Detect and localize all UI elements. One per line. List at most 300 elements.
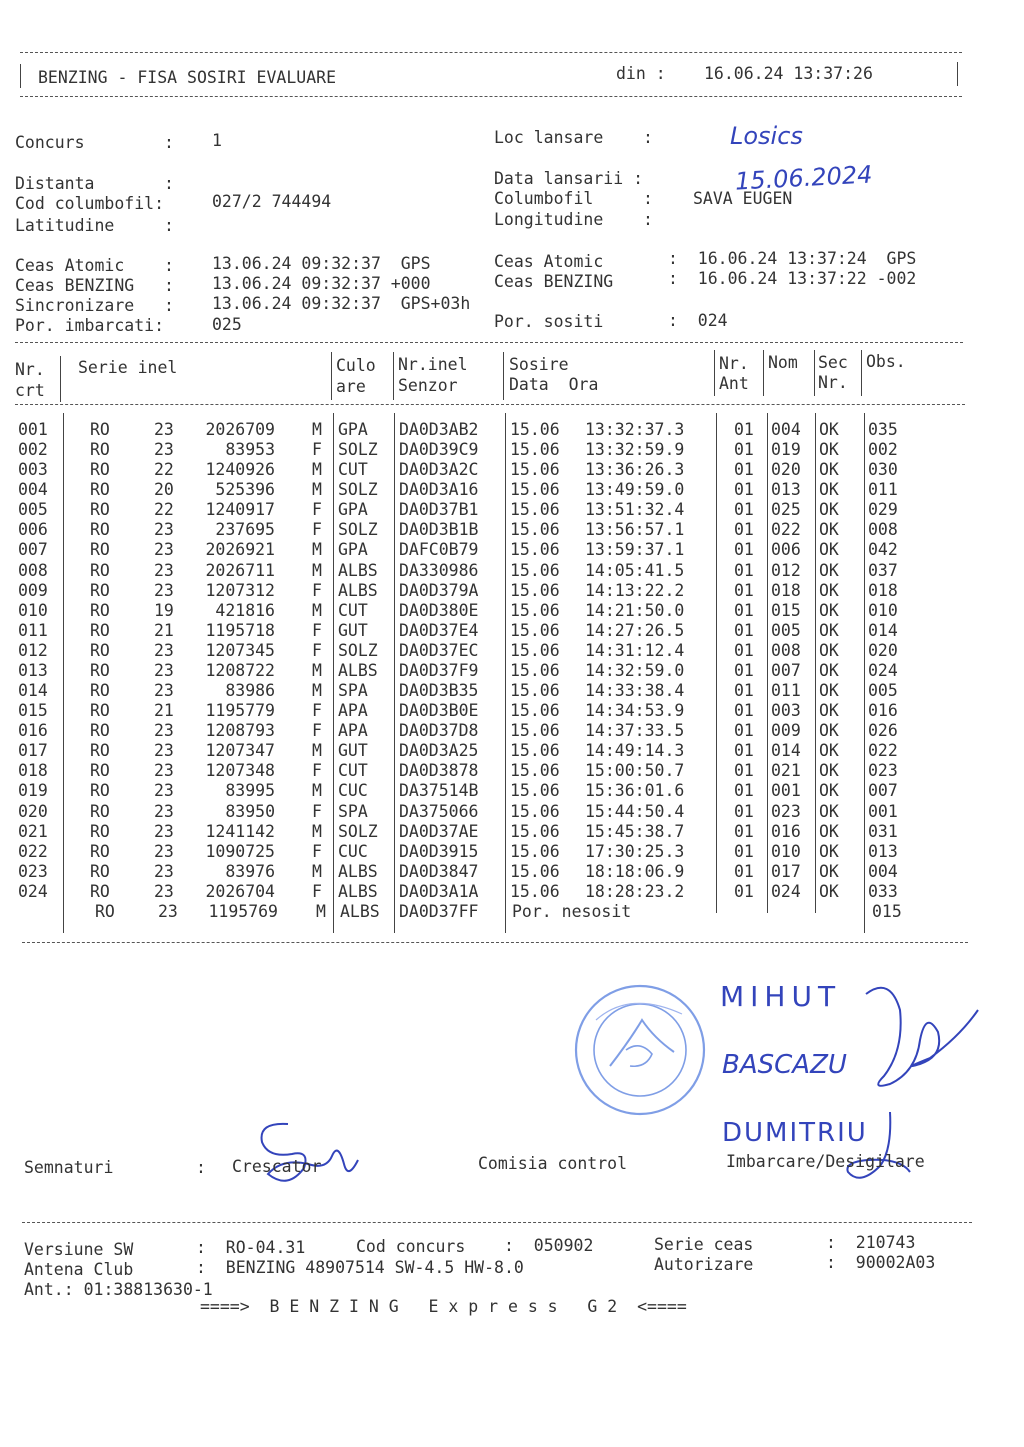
- year-cell: 23: [154, 861, 174, 881]
- table-row: [0, 802, 1024, 822]
- table-row-not-arrived: [0, 902, 1024, 922]
- antenna-cell: 01: [734, 881, 754, 901]
- table-row: [0, 581, 1024, 601]
- header-separator: [503, 352, 504, 400]
- sincronizare-value: 13.06.24 09:32:37 GPS+03h: [212, 294, 471, 313]
- table-row: [0, 540, 1024, 560]
- cod-concurs-label: Cod concurs: [356, 1237, 466, 1256]
- color-cell: SOLZ: [338, 520, 378, 540]
- col-sec-header-1: Sec: [818, 353, 848, 372]
- ring-number-cell: 525396: [215, 480, 275, 500]
- columbofil-label: Columbofil :: [494, 189, 653, 208]
- antena-club-label: Antena Club: [24, 1260, 134, 1279]
- header-separator: [393, 352, 394, 400]
- table-row: [0, 882, 1024, 902]
- crt-cell: 011: [18, 620, 48, 640]
- nom-cell: 022: [771, 520, 801, 540]
- por-sositi-label: Por. sositi: [494, 312, 604, 331]
- nom-cell: 015: [771, 600, 801, 620]
- sex-cell: F: [312, 580, 322, 600]
- sheet-title: BENZING - FISA SOSIRI EVALUARE: [38, 68, 337, 87]
- sex-cell: M: [312, 821, 322, 841]
- year-cell: 23: [154, 520, 174, 540]
- sex-cell: M: [312, 480, 322, 500]
- header-separator: [861, 350, 862, 396]
- crt-cell: 023: [18, 861, 48, 881]
- sec-cell: OK: [819, 841, 839, 861]
- country-cell: RO: [90, 500, 110, 520]
- sex-cell: M: [312, 681, 322, 701]
- header-separator: [763, 350, 764, 396]
- arrival-date-cell: 15.06: [510, 580, 560, 600]
- arrival-date-cell: 15.06: [510, 781, 560, 801]
- sec-cell: OK: [819, 540, 839, 560]
- sensor-cell: DA0D3A16: [399, 480, 479, 500]
- color-cell: ALBS: [338, 580, 378, 600]
- crt-cell: 015: [18, 701, 48, 721]
- autorizare-value: : 90002A03: [826, 1253, 936, 1272]
- ring-number-cell: 1207312: [205, 580, 275, 600]
- arrival-time-cell: 17:30:25.3: [585, 841, 685, 861]
- sex-cell: M: [312, 741, 322, 761]
- ring-number-cell: 1207348: [205, 761, 275, 781]
- sex-cell: M: [312, 861, 322, 881]
- crt-cell: 002: [18, 440, 48, 460]
- col-sosire-header-2: Data Ora: [509, 375, 599, 394]
- obs-cell: 014: [868, 620, 898, 640]
- year-cell: 20: [154, 480, 174, 500]
- year-cell: 23: [154, 821, 174, 841]
- table-top-divider: [15, 342, 963, 343]
- nom-cell: 020: [771, 460, 801, 480]
- year-cell: 23: [154, 420, 174, 439]
- year-cell: 21: [154, 620, 174, 640]
- crt-cell: 009: [18, 580, 48, 600]
- color-cell: CUT: [338, 460, 368, 480]
- antenna-cell: 01: [734, 500, 754, 520]
- header-separator: [60, 356, 61, 402]
- color-cell: GPA: [338, 540, 368, 560]
- sensor-cell: DA0D380E: [399, 600, 479, 620]
- year-cell: 23: [154, 540, 174, 560]
- cod-columbofil-value: 027/2 744494: [212, 192, 332, 211]
- sensor-cell: DA0D379A: [399, 580, 479, 600]
- nom-cell: 003: [771, 701, 801, 721]
- por-sositi-value: : 024: [668, 311, 728, 330]
- col-obs-header: Obs.: [866, 352, 906, 371]
- ring-number-cell: 1208722: [205, 660, 275, 680]
- obs-cell: 013: [868, 841, 898, 861]
- semnaturi-colon: :: [196, 1158, 206, 1177]
- ring-number-cell: 1195769: [208, 901, 278, 921]
- table-row: [0, 781, 1024, 801]
- sex-cell: F: [312, 500, 322, 520]
- ring-number-cell: 1207345: [205, 640, 275, 660]
- obs-cell: 020: [868, 640, 898, 660]
- color-cell: GUT: [338, 741, 368, 761]
- antenna-cell: 01: [734, 801, 754, 821]
- sex-cell: F: [312, 841, 322, 861]
- ring-number-cell: 83950: [225, 801, 275, 821]
- obs-cell: 004: [868, 861, 898, 881]
- arrival-date-cell: 15.06: [510, 480, 560, 500]
- sec-cell: OK: [819, 741, 839, 761]
- sensor-cell: DA0D37F9: [399, 660, 479, 680]
- sec-cell: OK: [819, 681, 839, 701]
- distanta-label: Distanta :: [15, 174, 174, 193]
- ceas-benzing-value: 13.06.24 09:32:37 +000: [212, 274, 431, 293]
- arrival-date-cell: 15.06: [510, 721, 560, 741]
- table-row: [0, 440, 1024, 460]
- ring-number-cell: 83986: [225, 681, 275, 701]
- sec-cell: OK: [819, 861, 839, 881]
- country-cell: RO: [90, 721, 110, 741]
- arrival-time-cell: 14:27:26.5: [585, 620, 685, 640]
- nom-cell: 023: [771, 801, 801, 821]
- crt-cell: 024: [18, 881, 48, 901]
- ring-number-cell: 1195718: [205, 620, 275, 640]
- arrival-date-cell: 15.06: [510, 500, 560, 520]
- color-cell: ALBS: [338, 560, 378, 580]
- top-divider: [20, 52, 962, 53]
- obs-cell: 011: [868, 480, 898, 500]
- sec-cell: OK: [819, 781, 839, 801]
- sex-cell: M: [312, 781, 322, 801]
- color-cell: GPA: [338, 500, 368, 520]
- commission-signature-1: [860, 980, 990, 1100]
- ring-number-cell: 421816: [215, 600, 275, 620]
- crt-cell: 003: [18, 460, 48, 480]
- sex-cell: M: [312, 460, 322, 480]
- cod-concurs-value: : 050902: [504, 1236, 594, 1255]
- table-row: [0, 520, 1024, 540]
- sex-cell: M: [312, 420, 322, 439]
- country-cell: RO: [90, 580, 110, 600]
- sensor-cell: DA0D37B1: [399, 500, 479, 520]
- crescator-label: Crescator: [232, 1157, 322, 1176]
- versiune-sw-value: : RO-04.31: [196, 1238, 306, 1257]
- color-cell: ALBS: [338, 861, 378, 881]
- ring-number-cell: 1195779: [205, 701, 275, 721]
- arrival-date-cell: 15.06: [510, 520, 560, 540]
- sex-cell: F: [312, 721, 322, 741]
- ring-number-cell: 83976: [225, 861, 275, 881]
- crt-cell: 022: [18, 841, 48, 861]
- antenna-cell: 01: [734, 480, 754, 500]
- benzing-banner: ====> B E N Z I N G E x p r e s s G 2 <====: [200, 1297, 687, 1316]
- year-cell: 23: [154, 660, 174, 680]
- sincronizare-label: Sincronizare :: [15, 296, 174, 315]
- ring-number-cell: 1240917: [205, 500, 275, 520]
- sensor-cell: DA0D3B35: [399, 681, 479, 701]
- nom-cell: 018: [771, 580, 801, 600]
- arrival-time-cell: 13:49:59.0: [585, 480, 685, 500]
- columbofil-value: SAVA EUGEN: [693, 189, 793, 208]
- sensor-cell: DA0D3915: [399, 841, 479, 861]
- ring-number-cell: 1241142: [205, 821, 275, 841]
- sec-cell: OK: [819, 721, 839, 741]
- arrival-time-cell: 13:36:26.3: [585, 460, 685, 480]
- crt-cell: 014: [18, 681, 48, 701]
- country-cell: RO: [95, 901, 115, 921]
- antenna-cell: 01: [734, 721, 754, 741]
- year-cell: 23: [154, 721, 174, 741]
- nom-cell: 008: [771, 640, 801, 660]
- sec-cell: OK: [819, 420, 839, 439]
- commission-signature-2: [840, 1110, 920, 1190]
- cod-columbofil-label: Cod columbofil:: [15, 194, 165, 213]
- table-row: [0, 500, 1024, 520]
- data-lansarii-label: Data lansarii :: [494, 169, 644, 188]
- year-cell: 23: [154, 801, 174, 821]
- semnaturi-label: Semnaturi: [24, 1158, 114, 1177]
- ring-number-cell: 2026704: [205, 881, 275, 901]
- arrival-time-cell: 15:36:01.6: [585, 781, 685, 801]
- color-cell: SOLZ: [338, 640, 378, 660]
- sec-cell: OK: [819, 600, 839, 620]
- nom-cell: 004: [771, 420, 801, 439]
- arrival-date-cell: 15.06: [510, 821, 560, 841]
- arrival-time-cell: 18:18:06.9: [585, 861, 685, 881]
- antenna-cell: 01: [734, 660, 754, 680]
- sec-cell: OK: [819, 440, 839, 460]
- arrival-time-cell: 13:32:59.9: [585, 440, 685, 460]
- year-cell: 21: [154, 701, 174, 721]
- nom-cell: 024: [771, 881, 801, 901]
- crt-cell: 004: [18, 480, 48, 500]
- nom-cell: 016: [771, 821, 801, 841]
- ceas-atomic-value: 13.06.24 09:32:37 GPS: [212, 254, 431, 273]
- arrival-date-cell: 15.06: [510, 420, 560, 439]
- sec-cell: OK: [819, 821, 839, 841]
- color-cell: CUT: [338, 600, 368, 620]
- arrival-time-cell: 15:00:50.7: [585, 761, 685, 781]
- arrival-date-cell: 15.06: [510, 861, 560, 881]
- header-separator: [814, 350, 815, 396]
- table-row: [0, 681, 1024, 701]
- table-row: [0, 420, 1024, 440]
- concurs-label: Concurs :: [15, 133, 174, 152]
- sensor-cell: DA0D37FF: [399, 901, 479, 921]
- serie-ceas-value: : 210743: [826, 1233, 916, 1252]
- benzing-clock-end-value: : 16.06.24 13:37:22 -002: [668, 269, 917, 288]
- ring-number-cell: 237695: [215, 520, 275, 540]
- autorizare-label: Autorizare: [654, 1255, 754, 1274]
- sensor-cell: DA0D3A1A: [399, 881, 479, 901]
- antenna-cell: 01: [734, 540, 754, 560]
- commission-member-2: BASCAZU: [722, 1050, 847, 1080]
- sec-cell: OK: [819, 660, 839, 680]
- table-row: [0, 721, 1024, 741]
- antenna-cell: 01: [734, 520, 754, 540]
- antenna-cell: 01: [734, 781, 754, 801]
- year-cell: 23: [154, 761, 174, 781]
- sex-cell: M: [312, 660, 322, 680]
- country-cell: RO: [90, 540, 110, 560]
- sensor-cell: DA0D37EC: [399, 640, 479, 660]
- year-cell: 23: [154, 881, 174, 901]
- club-stamp: [570, 980, 720, 1130]
- obs-cell: 037: [868, 560, 898, 580]
- ceas-atomic-label: Ceas Atomic :: [15, 256, 174, 275]
- imbarcare-label: Imbarcare/Desigilare: [726, 1152, 925, 1171]
- year-cell: 22: [154, 460, 174, 480]
- arrival-date-cell: 15.06: [510, 801, 560, 821]
- header-separator: [714, 350, 715, 396]
- color-cell: ALBS: [338, 660, 378, 680]
- arrival-date-cell: 15.06: [510, 560, 560, 580]
- crt-cell: 012: [18, 640, 48, 660]
- col-sosire-header-1: Sosire: [509, 355, 569, 374]
- sensor-cell: DA37514B: [399, 781, 479, 801]
- obs-cell: 035: [868, 420, 898, 439]
- table-row: [0, 741, 1024, 761]
- sensor-cell: DAFC0B79: [399, 540, 479, 560]
- data-lansarii-handwritten: 15.06.2024: [734, 160, 874, 196]
- year-cell: 23: [154, 781, 174, 801]
- sensor-cell: DA0D39C9: [399, 440, 479, 460]
- nom-cell: 012: [771, 560, 801, 580]
- benzing-clock-end-label: Ceas BENZING: [494, 272, 614, 291]
- table-header-divider: [15, 404, 965, 405]
- arrival-date-cell: 15.06: [510, 600, 560, 620]
- loc-lansare-label: Loc lansare :: [494, 128, 653, 147]
- ant-id: Ant.: 01:38813630-1: [24, 1280, 213, 1299]
- arrival-date-cell: 15.06: [510, 681, 560, 701]
- concurs-value: 1: [212, 131, 222, 150]
- table-row: [0, 480, 1024, 500]
- obs-cell: 031: [868, 821, 898, 841]
- col-sec-header-2: Nr.: [818, 373, 848, 392]
- obs-cell: 007: [868, 781, 898, 801]
- col-ant-header-1: Nr.: [719, 354, 749, 373]
- crt-cell: 005: [18, 500, 48, 520]
- country-cell: RO: [90, 480, 110, 500]
- color-cell: SOLZ: [338, 440, 378, 460]
- nom-cell: 007: [771, 660, 801, 680]
- arrival-date-cell: 15.06: [510, 841, 560, 861]
- arrival-date-cell: 15.06: [510, 460, 560, 480]
- crt-cell: 010: [18, 600, 48, 620]
- obs-cell: 029: [868, 500, 898, 520]
- versiune-sw-label: Versiune SW: [24, 1240, 134, 1259]
- antenna-cell: 01: [734, 841, 754, 861]
- nom-cell: 011: [771, 681, 801, 701]
- obs-cell: 002: [868, 440, 898, 460]
- country-cell: RO: [90, 841, 110, 861]
- arrival-date-cell: 15.06: [510, 741, 560, 761]
- arrival-time-cell: 14:31:12.4: [585, 640, 685, 660]
- sensor-cell: DA0D37AE: [399, 821, 479, 841]
- sec-cell: OK: [819, 460, 839, 480]
- antenna-cell: 01: [734, 821, 754, 841]
- country-cell: RO: [90, 520, 110, 540]
- arrival-time-cell: 13:32:37.3: [585, 420, 685, 439]
- sec-cell: OK: [819, 520, 839, 540]
- table-row: [0, 761, 1024, 781]
- sex-cell: F: [312, 640, 322, 660]
- col-nr-header-1: Nr.: [15, 360, 45, 379]
- por-imbarcati-label: Por. imbarcati:: [15, 316, 165, 335]
- year-cell: 23: [154, 741, 174, 761]
- antenna-cell: 01: [734, 741, 754, 761]
- antenna-cell: 01: [734, 600, 754, 620]
- col-senzor-header-1: Nr.inel: [398, 355, 468, 374]
- arrival-time-cell: 14:13:22.2: [585, 580, 685, 600]
- color-cell: SOLZ: [338, 480, 378, 500]
- obs-cell: 033: [868, 881, 898, 901]
- arrival-date-cell: 15.06: [510, 640, 560, 660]
- commission-member-3: DUMITRIU: [722, 1118, 868, 1148]
- arrival-time-cell: 18:28:23.2: [585, 881, 685, 901]
- year-cell: 23: [154, 841, 174, 861]
- col-culoare-header-1: Culo: [336, 356, 376, 375]
- table-row: [0, 641, 1024, 661]
- nom-cell: 001: [771, 781, 801, 801]
- antenna-cell: 01: [734, 640, 754, 660]
- latitudine-label: Latitudine :: [15, 216, 174, 235]
- arrival-time-cell: 14:37:33.5: [585, 721, 685, 741]
- country-cell: RO: [90, 801, 110, 821]
- header-separator: [331, 352, 332, 400]
- country-cell: RO: [90, 681, 110, 701]
- arrival-time-cell: 15:45:38.7: [585, 821, 685, 841]
- arrival-time-cell: 14:05:41.5: [585, 560, 685, 580]
- ring-number-cell: 1240926: [205, 460, 275, 480]
- sensor-cell: DA0D3847: [399, 861, 479, 881]
- table-row: [0, 842, 1024, 862]
- obs-cell: 010: [868, 600, 898, 620]
- country-cell: RO: [90, 620, 110, 640]
- arrival-time-cell: 14:21:50.0: [585, 600, 685, 620]
- antenna-cell: 01: [734, 560, 754, 580]
- country-cell: RO: [90, 821, 110, 841]
- ring-number-cell: 83953: [225, 440, 275, 460]
- antenna-cell: 01: [734, 701, 754, 721]
- country-cell: RO: [90, 600, 110, 620]
- color-cell: ALBS: [340, 901, 380, 921]
- crt-cell: 008: [18, 560, 48, 580]
- obs-cell: 042: [868, 540, 898, 560]
- year-cell: 23: [154, 640, 174, 660]
- color-cell: CUC: [338, 781, 368, 801]
- obs-cell: 008: [868, 520, 898, 540]
- arrival-time-cell: 13:51:32.4: [585, 500, 685, 520]
- ring-number-cell: 1207347: [205, 741, 275, 761]
- country-cell: RO: [90, 560, 110, 580]
- sensor-cell: DA0D3878: [399, 761, 479, 781]
- country-cell: RO: [90, 781, 110, 801]
- arrival-time-cell: 13:56:57.1: [585, 520, 685, 540]
- country-cell: RO: [90, 420, 110, 439]
- obs-cell: 001: [868, 801, 898, 821]
- ceas-benzing-label: Ceas BENZING :: [15, 276, 174, 295]
- sensor-cell: DA0D3B0E: [399, 701, 479, 721]
- obs-cell: 030: [868, 460, 898, 480]
- sex-cell: F: [312, 801, 322, 821]
- country-cell: RO: [90, 881, 110, 901]
- year-cell: 23: [154, 681, 174, 701]
- nom-cell: 005: [771, 620, 801, 640]
- ring-number-cell: 1208793: [205, 721, 275, 741]
- arrival-time-cell: 14:32:59.0: [585, 660, 685, 680]
- obs-cell: 005: [868, 681, 898, 701]
- crt-cell: 007: [18, 540, 48, 560]
- sec-cell: OK: [819, 761, 839, 781]
- table-row: [0, 862, 1024, 882]
- arrival-time-cell: 14:34:53.9: [585, 701, 685, 721]
- color-cell: CUC: [338, 841, 368, 861]
